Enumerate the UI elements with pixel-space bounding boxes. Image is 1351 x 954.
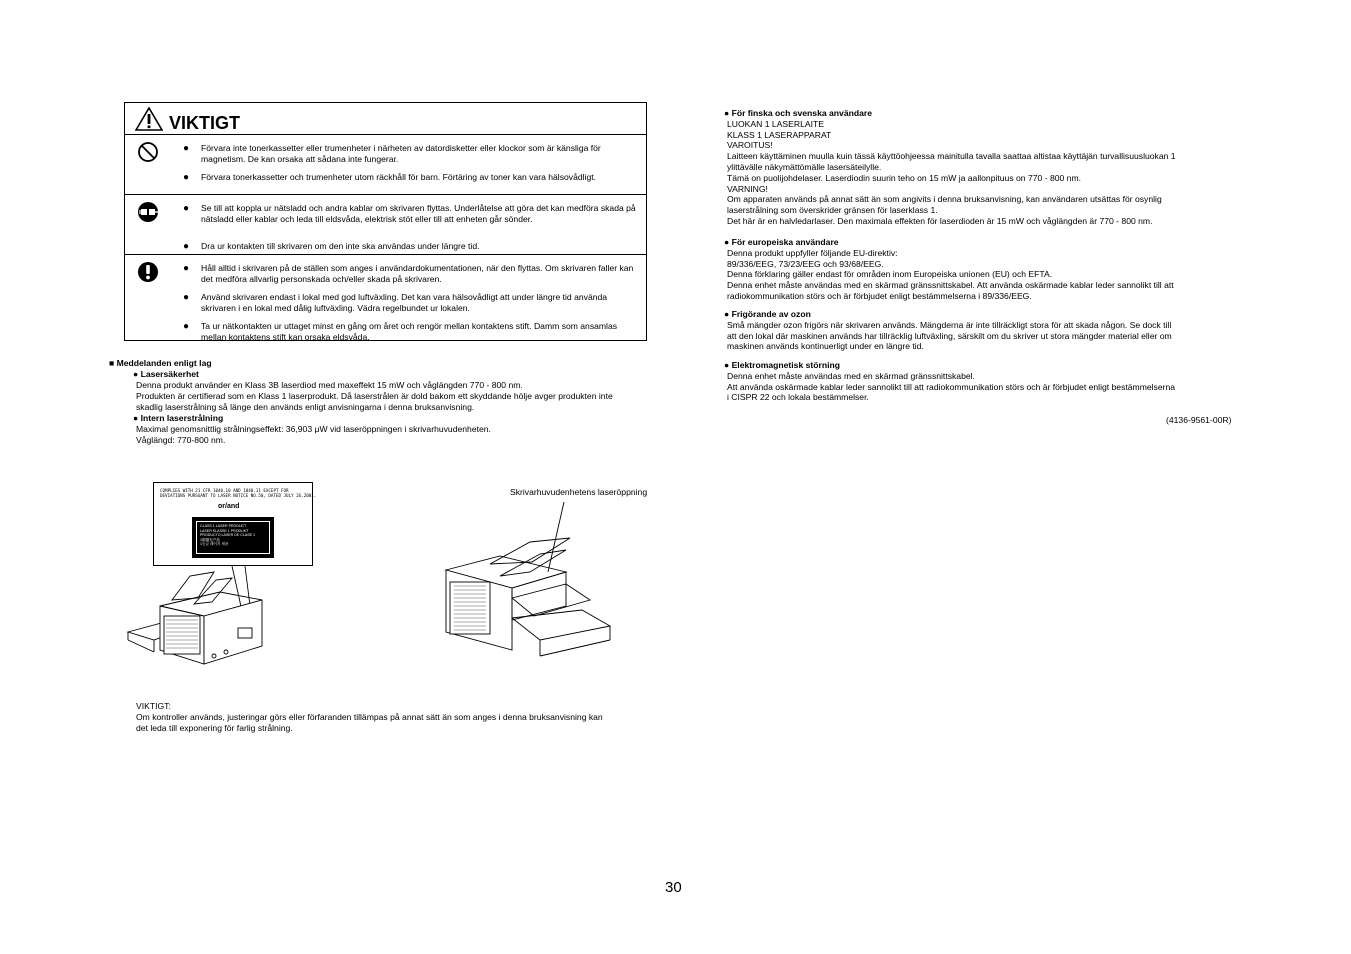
laser-opening-caption: Skrivarhuvudenhetens laseröppning (510, 487, 648, 497)
warning-section-cables: ● Se till att koppla ur nätsladd och andra kablar om skrivaren flyttas. Underlåtelse att göra det kan medföra skada på nätsladd eller kablar och leda till eldsvåda, elektrisk stöt eller till att enheten går sönder. ● Dra ur kontakten till skrivaren om den inte ska användas under längre tid. (125, 195, 646, 255)
warning-section-storage: ● Förvara inte tonerkassetter eller trumenheter i närheten av datordisketter eller klockor som är känsliga för magnetism. De kan orsaka att sådana inte fungerar. ● Förvara tonerkassetter och trumenheter utom räckhåll för barn. Förtäring av toner kan vara hälsovådligt. (125, 135, 646, 195)
caution-text: Om kontroller används, justeringar görs eller förfaranden tillämpas på annat sätt än som anges i denna bruksanvisning kan det leda till exponering för farlig strålning. (136, 712, 603, 733)
internal-laser-heading: ● Intern laserstrålning (133, 413, 224, 423)
printer-illustration (120, 480, 680, 680)
exclamation-icon (137, 261, 159, 283)
section-heading: ● För europeiska användare (724, 237, 839, 247)
document-code: (4136-9561-00R) (1166, 415, 1232, 425)
warning-box (124, 102, 647, 341)
laser-label-callout: COMPLIES WITH 21 CFR 1040.10 AND 1040.11 EXCEPT FOR DEVIATIONS PURSUANT TO LASER NOTICE NO.50, DATED JULY 26,2001. or/and CLASS 1 LASER PRODUCT LASER KLASSE 1 PRODUKT PRODUCTO LASER DE CLASE 1 1類激光产品 1등급 레이저 제품 (153, 482, 313, 566)
warning-triangle-icon (135, 107, 163, 131)
or-and-label: or/and (218, 503, 240, 510)
warning-header (125, 103, 646, 135)
laser-class-label: CLASS 1 LASER PRODUCT LASER KLASSE 1 PRODUKT PRODUCTO LASER DE CLASE 1 1類激光产品 1등급 레이저 제품 (192, 517, 274, 558)
laser-safety-heading: ● Lasersäkerhet (133, 369, 199, 379)
european-section: ● För europeiska användare Denna produkt uppfyller följande EU-direktiv: 89/336/EEG, 73/23/EEG och 93/68/EEG. Denna förklaring gäller endast för områden inom Europeiska unionen (EU) och EFTA. Denna enhet måste användas med en skärmad gränssnittskabel. Att använda oskärmade kablar leder sannolikt till att radiokommunikation störs och är förbjudet enligt bestämmelserna i 89/336/EEG. (724, 237, 1234, 302)
warning-section-handling: ● Håll alltid i skrivaren på de ställen som anges i användardokumentationen, när den flyttas. Om skrivaren faller kan det medföra allvarlig personskada och/eller skada på skrivaren. ● Använd skrivaren endast i lokal med god luftväxling. Det kan vara hälsovådligt att under längre tid använda skrivaren i en lokal med dålig luftväxling. Vädra regelbundet ur lokalen. ● Ta ur nätkontakten ur uttaget minst en gång om året och rengör mellan kontaktens stift. Damm som ansamlas mellan kontaktens stift kan orsaka eldsvåda. (125, 255, 646, 341)
section-heading: ● För finska och svenska användare (724, 108, 873, 118)
laser-safety-text: Denna produkt använder en Klass 3B laserdiod med maxeffekt 15 mW och våglängden 770 - 800 nm. Produkten är certifierad som en Klass 1 laserprodukt. Då laserstrålen är dold bakom ett skyddande hölje avger produkten inte skadlig laserstrålning så länge den används enligt anvisningarna i denna bruksanvisning. (136, 380, 613, 412)
emc-section: ● Elektromagnetisk störning Denna enhet måste användas med en skärmad gränssnittskabel. Att använda oskärmade kablar leder sannolikt till att radiokommunikation störs och är förbjudet enligt bestämmelserna i CISPR 22 och lokala bestämmelser. (724, 360, 1234, 403)
finnish-swedish-section: ● För finska och svenska användare LUOKAN 1 LASERLAITE KLASS 1 LASERAPPARAT VAROITUS! Laitteen käyttäminen muulla kuin tässä käyttöohjeessa mainitulla tavalla saattaa altistaa käyttäjän turvallisuusluokan 1 ylittävälle näkymättömälle lasersäteilylle. Tämä on puolijohdelaser. Laserdiodin suurin teho on 15 mW ja aallonpituus on 770 - 800 nm. VARNING! Om apparaten används på annat sätt än som angivits i denna bruksanvisning, kan användaren utsättas för osynlig laserstrålning som överskrider gränsen för laserklass 1. Det här är en halvledarlaser. Den maximala effekten för laserdioden är 15 mW och våglängden är 770 - 800 nm. (724, 108, 1234, 227)
section-heading: ● Elektromagnetisk störning (724, 360, 840, 370)
no-symbol-icon (137, 141, 159, 163)
legal-heading: ■ Meddelanden enligt lag (109, 358, 212, 368)
caution-label: VIKTIGT: (136, 701, 171, 711)
warning-title: VIKTIGT (169, 113, 240, 133)
internal-laser-text: Maximal genomsnittlig strålningseffekt: 36,903 μW vid laseröppningen i skrivarhuvudenheten. Våglängd: 770-800 nm. (136, 424, 491, 445)
section-heading: ● Frigörande av ozon (724, 309, 811, 319)
unplug-icon (137, 201, 159, 223)
ozone-section: ● Frigörande av ozon Små mängder ozon frigörs när skrivaren används. Mängderna är inte tillräckligt stora för att skada någon. Se dock till att den lokal där maskinen används har tillräcklig luftväxling, särskilt om du skriver ut stora mängder material eller om maskinen används kontinuerligt under en längre tid. (724, 309, 1234, 352)
page-number: 30 (665, 879, 682, 896)
